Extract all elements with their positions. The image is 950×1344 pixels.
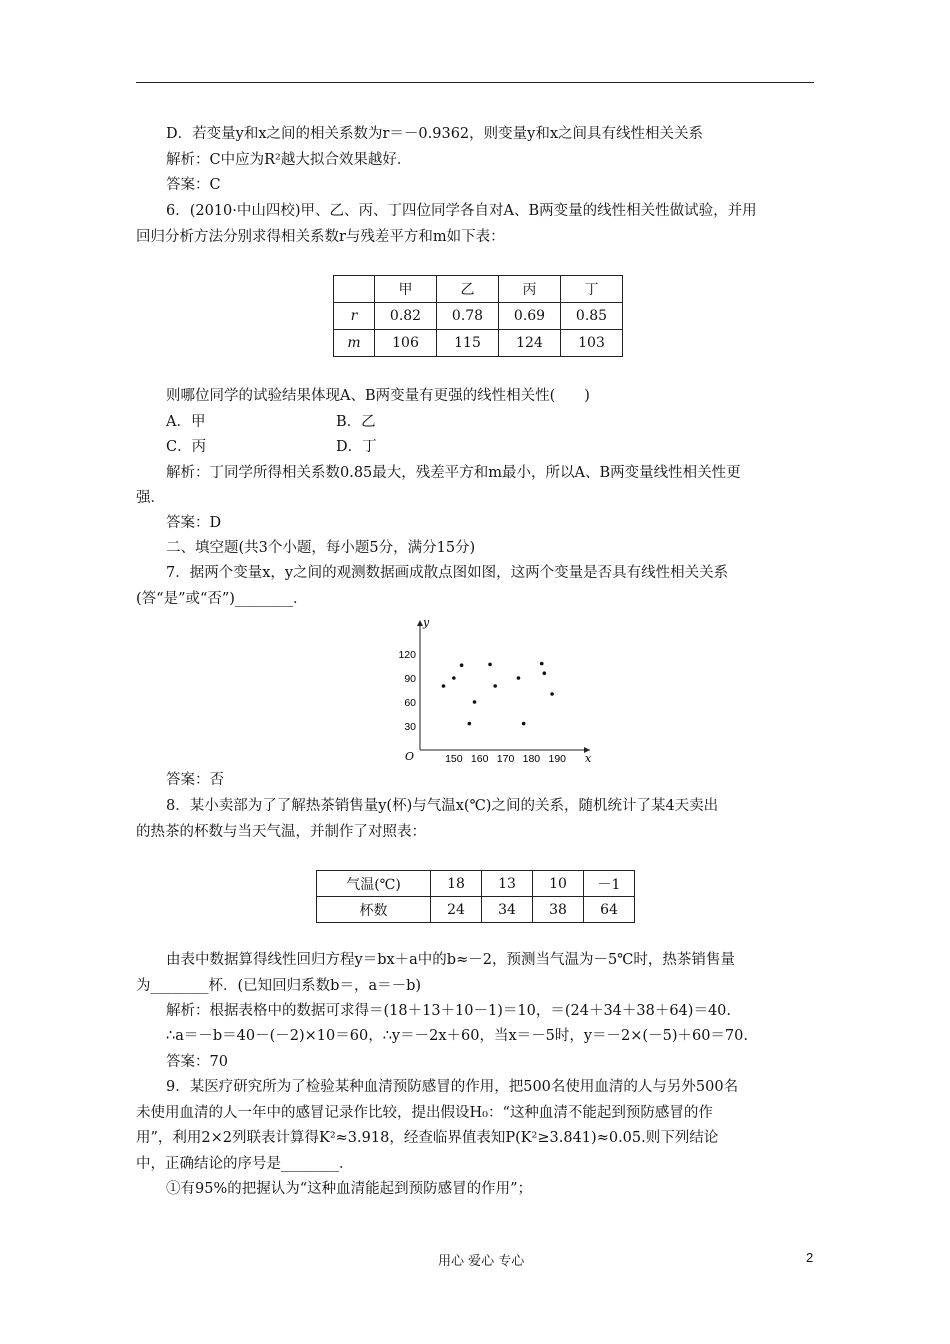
q8-stem-line2: 的热茶的杯数与当天气温，并制作了对照表： — [136, 824, 426, 840]
table-row — [317, 871, 635, 897]
table-cell: 124 — [499, 330, 561, 357]
q8-analysis-line2: ∴a＝－b＝40－(－2)×10＝60，∴y＝－2x＋60，当x＝－5时，y＝－2×(－5)＋60＝70. — [166, 1028, 748, 1044]
q8-analysis-line1: 解析：根据表格中的数据可求得＝(18＋13＋10－1)＝10，＝(24＋34＋38＋64)＝40. — [166, 1003, 732, 1019]
x-axis-label: x — [585, 752, 592, 765]
data-point — [452, 676, 456, 680]
data-point — [522, 722, 526, 726]
q6-option-c: C．丙 — [166, 439, 207, 455]
x-tick-label: 190 — [548, 753, 567, 765]
q9-stem-line3: 用”，利用2×2列联表计算得K²≈3.918，经查临界值表知P(K²≥3.841)≈0.05.则下列结论 — [136, 1130, 719, 1146]
data-point — [517, 676, 521, 680]
q7-answer: 答案：否 — [166, 772, 224, 788]
x-tick-label: 170 — [496, 753, 515, 765]
page-number: 2 — [806, 1250, 814, 1265]
data-point — [550, 692, 554, 696]
table-cell: 13 — [482, 871, 533, 897]
chart-points — [442, 662, 554, 726]
data-point — [543, 671, 547, 675]
table-cell: 0.78 — [437, 303, 499, 330]
table-cell: 丁 — [561, 276, 623, 303]
table-row — [334, 330, 623, 357]
table-cell: 115 — [437, 330, 499, 357]
x-tick-label: 150 — [445, 753, 463, 765]
y-axis-label: y — [423, 616, 430, 629]
page-footer: 用心 爱心 专心 — [438, 1254, 525, 1269]
origin-label: O — [404, 750, 414, 763]
table-cell: 18 — [431, 871, 482, 897]
q6-analysis-line1: 解析：丁同学所得相关系数0.85最大，残差平方和m最小，所以A、B两变量线性相关性更 — [166, 465, 741, 481]
q6-option-d: D．丁 — [336, 439, 377, 455]
data-point — [468, 722, 472, 726]
q8-table — [316, 870, 635, 923]
q7-stem-line1: 7．据两个变量x，y之间的观测数据画成散点图如图，这两个变量是否具有线性相关关系 — [166, 565, 729, 581]
y-tick-label: 60 — [404, 697, 416, 709]
table-cell: 0.85 — [561, 303, 623, 330]
table-cell: 106 — [375, 330, 437, 357]
q6-table — [333, 275, 623, 357]
q9-stem-line1: 9．某医疗研究所为了检验某种血清预防感冒的作用，把500名使用血清的人与另外500名 — [166, 1079, 739, 1095]
table-cell: 丙 — [499, 276, 561, 303]
q5-option-d: D．若变量y和x之间的相关系数为r＝－0.9362，则变量y和x之间具有线性相关关系 — [166, 126, 704, 142]
table-cell: 杯数 — [317, 897, 431, 923]
q7-stem-line2: (答“是”或“否”)________． — [136, 591, 308, 607]
y-tick-label: 90 — [404, 673, 416, 685]
table-row — [317, 897, 635, 923]
table-cell: 甲 — [375, 276, 437, 303]
q8-stem-line1: 8．某小卖部为了了解热茶销售量y(杯)与气温x(℃)之间的关系，随机统计了某4天卖出 — [166, 798, 719, 814]
q8-text-line1: 由表中数据算得线性回归方程y＝bx＋a中的b≈－2，预测当气温为－5℃时，热茶销售量 — [166, 952, 735, 968]
x-tick-label: 160 — [470, 753, 489, 765]
table-cell: 38 — [533, 897, 584, 923]
q6-stem-line2: 回归分析方法分别求得相关系数r与残差平方和m如下表： — [136, 229, 505, 245]
data-point — [460, 663, 464, 667]
scatter-chart — [390, 614, 600, 774]
table-cell — [334, 276, 375, 303]
table-cell: 64 — [584, 897, 635, 923]
table-cell: 气温(℃) — [317, 871, 431, 897]
table-row — [334, 303, 623, 330]
table-cell: 34 — [482, 897, 533, 923]
section-heading: 二、填空题(共3个小题，每小题5分，满分15分) — [166, 540, 476, 556]
data-point — [442, 684, 446, 688]
data-point — [488, 663, 492, 667]
table-cell: 24 — [431, 897, 482, 923]
table-row — [334, 276, 623, 303]
table-cell: 103 — [561, 330, 623, 357]
table-cell: m — [334, 330, 375, 357]
q5-analysis: 解析：C中应为R²越大拟合效果越好． — [166, 152, 412, 168]
table-cell: r — [334, 303, 375, 330]
data-point — [473, 700, 477, 704]
table-cell: 10 — [533, 871, 584, 897]
table-cell: 0.69 — [499, 303, 561, 330]
y-tick-label: 120 — [398, 649, 416, 661]
data-point — [493, 684, 497, 688]
table-cell: 乙 — [437, 276, 499, 303]
q6-question: 则哪位同学的试验结果体现A、B两变量有更强的线性相关性( ) — [166, 388, 590, 404]
q8-answer: 答案：70 — [166, 1054, 228, 1070]
q9-stem-line4: 中，正确结论的序号是________． — [136, 1156, 354, 1172]
q6-answer: 答案：D — [166, 515, 222, 531]
q6-analysis-line2: 强． — [136, 490, 165, 506]
table-cell: －1 — [584, 871, 635, 897]
y-tick-label: 30 — [404, 721, 416, 733]
q9-item-1: ①有95%的把握认为“这种血清能起到预防感冒的作用”； — [166, 1181, 533, 1197]
q6-option-b: B．乙 — [336, 414, 376, 430]
q6-option-a: A．甲 — [166, 414, 206, 430]
q6-stem-line1: 6．(2010·中山四校)甲、乙、丙、丁四位同学各自对A、B两变量的线性相关性做试验，并用 — [166, 203, 757, 219]
q8-text-line2: 为________杯．(已知回归系数b＝，a＝－b) — [136, 978, 422, 994]
data-point — [540, 662, 544, 666]
chart-axes — [398, 616, 592, 765]
x-tick-label: 180 — [522, 753, 541, 765]
q9-stem-line2: 未使用血清的人一年中的感冒记录作比较，提出假设H₀：“这种血清不能起到预防感冒的作 — [136, 1105, 713, 1121]
table-cell: 0.82 — [375, 303, 437, 330]
header-rule — [136, 82, 814, 83]
q5-answer: 答案：C — [166, 177, 221, 193]
